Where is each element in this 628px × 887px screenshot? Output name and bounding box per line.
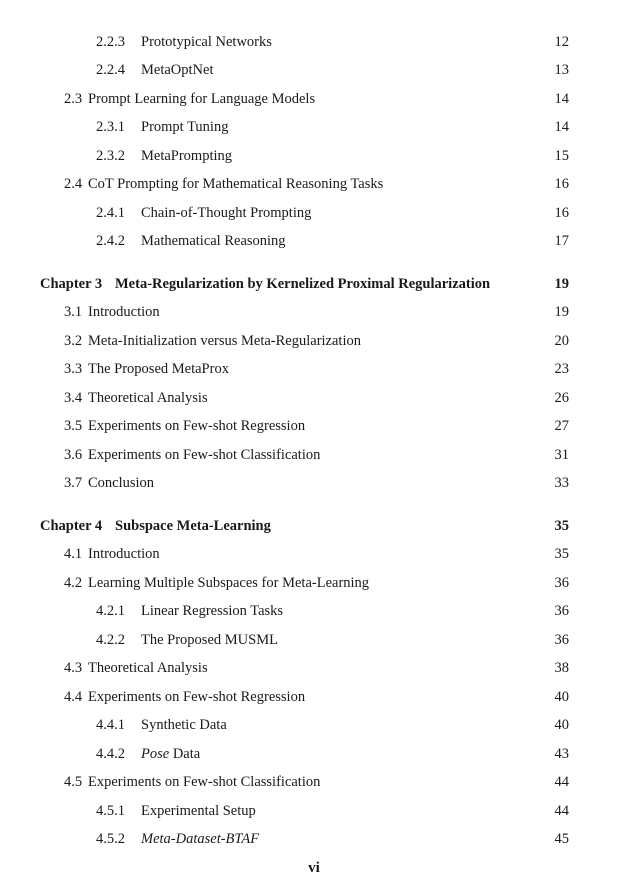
toc-page: 35 bbox=[554, 546, 569, 562]
toc-title: Synthetic Data bbox=[141, 717, 227, 733]
toc-title: Meta-Initialization versus Meta-Regularization bbox=[88, 333, 361, 349]
toc-number: 4.5.1 bbox=[96, 803, 125, 819]
toc-title: Prototypical Networks bbox=[141, 34, 272, 50]
toc-entry[interactable] bbox=[0, 601, 628, 621]
toc-number: 2.2.3 bbox=[96, 34, 125, 50]
toc-entry[interactable] bbox=[0, 630, 628, 650]
toc-page: 36 bbox=[554, 632, 569, 648]
toc-page: 43 bbox=[554, 746, 569, 762]
toc-title: Conclusion bbox=[88, 475, 155, 491]
toc-number: 2.4.2 bbox=[96, 233, 125, 249]
toc-page: 40 bbox=[554, 689, 569, 705]
toc-page: 44 bbox=[554, 803, 569, 819]
toc-number: 2.4.1 bbox=[96, 205, 125, 221]
toc-entry[interactable] bbox=[0, 416, 628, 436]
toc-title: Introduction bbox=[88, 546, 160, 562]
toc-number: 3.1 bbox=[64, 304, 83, 320]
toc-title: Experiments on Few-shot Classification bbox=[88, 447, 321, 463]
toc-title: MetaPrompting bbox=[141, 148, 233, 164]
toc-title-italic: Pose bbox=[141, 746, 170, 762]
toc-page: 27 bbox=[554, 418, 569, 434]
toc-number: 4.4.2 bbox=[96, 746, 125, 762]
toc-page: 38 bbox=[554, 660, 569, 676]
toc-number: 3.3 bbox=[64, 361, 83, 377]
toc-number: 4.4 bbox=[64, 689, 83, 705]
toc-title: CoT Prompting for Mathematical Reasoning Tasks bbox=[88, 176, 384, 192]
toc-page: 40 bbox=[554, 717, 569, 733]
toc-title: Experiments on Few-shot Classification bbox=[88, 774, 321, 790]
toc-chapter-entry[interactable] bbox=[0, 274, 628, 294]
toc-title: Learning Multiple Subspaces for Meta-Learning bbox=[88, 575, 370, 591]
toc-page: 17 bbox=[554, 233, 569, 249]
toc-number: 2.4 bbox=[64, 176, 83, 192]
toc-page: 14 bbox=[554, 119, 569, 135]
page-number: vi bbox=[308, 860, 320, 876]
toc-number: 3.6 bbox=[64, 447, 83, 463]
toc-title: Experiments on Few-shot Regression bbox=[88, 689, 306, 705]
toc-entry[interactable] bbox=[0, 302, 628, 322]
toc-title: MetaOptNet bbox=[141, 62, 214, 78]
toc-entry[interactable] bbox=[0, 687, 628, 707]
toc-entry[interactable] bbox=[0, 544, 628, 564]
toc-page: 45 bbox=[554, 831, 569, 847]
toc-entry[interactable] bbox=[0, 117, 628, 137]
toc-page: 33 bbox=[554, 475, 569, 491]
toc-title: Introduction bbox=[88, 304, 160, 320]
toc-number: 3.7 bbox=[64, 475, 83, 491]
chapter-title: Subspace Meta-Learning bbox=[115, 518, 271, 534]
toc-title: Mathematical Reasoning bbox=[141, 233, 286, 249]
toc-page: 19 bbox=[554, 304, 569, 320]
toc-number: 4.5 bbox=[64, 774, 83, 790]
toc-title: Prompt Tuning bbox=[141, 119, 229, 135]
toc-page: 36 bbox=[554, 603, 569, 619]
toc-page: 16 bbox=[554, 176, 569, 192]
toc-number: 4.4.1 bbox=[96, 717, 125, 733]
toc-entry[interactable] bbox=[0, 331, 628, 351]
toc-page: 36 bbox=[554, 575, 569, 591]
toc-title-rest: Data bbox=[169, 746, 201, 762]
toc-title-italic: Meta-Dataset-BTAF bbox=[141, 831, 260, 847]
toc-title: Theoretical Analysis bbox=[88, 390, 208, 406]
toc-entry[interactable] bbox=[0, 89, 628, 109]
toc-title: Experiments on Few-shot Regression bbox=[88, 418, 306, 434]
toc-entry[interactable] bbox=[0, 801, 628, 821]
toc-chapter-entry[interactable] bbox=[0, 516, 628, 536]
toc-entry[interactable] bbox=[0, 203, 628, 223]
toc-page: 31 bbox=[554, 447, 569, 463]
toc-title: Experimental Setup bbox=[141, 803, 256, 819]
toc-page: 13 bbox=[554, 62, 569, 78]
toc-page: 16 bbox=[554, 205, 569, 221]
toc-page: 14 bbox=[554, 91, 569, 107]
toc-title: Theoretical Analysis bbox=[88, 660, 208, 676]
toc-entry[interactable] bbox=[0, 573, 628, 593]
toc-title bbox=[141, 829, 259, 849]
toc-entry[interactable] bbox=[0, 829, 628, 849]
toc-page: 12 bbox=[554, 34, 569, 50]
toc-title bbox=[141, 744, 200, 764]
toc-number: 4.5.2 bbox=[96, 831, 125, 847]
toc-title: Linear Regression Tasks bbox=[141, 603, 284, 619]
toc-entry[interactable] bbox=[0, 60, 628, 80]
toc-page: 35 bbox=[554, 518, 569, 534]
toc-entry[interactable] bbox=[0, 744, 628, 764]
toc-entry[interactable] bbox=[0, 772, 628, 792]
toc-title: Prompt Learning for Language Models bbox=[88, 91, 316, 107]
toc-title: The Proposed MetaProx bbox=[88, 361, 229, 377]
toc-number: 3.5 bbox=[64, 418, 83, 434]
toc-page: 19 bbox=[554, 276, 569, 292]
toc-number: 2.3 bbox=[64, 91, 83, 107]
chapter-number: Chapter 3 bbox=[40, 276, 103, 292]
toc-entry[interactable] bbox=[0, 388, 628, 408]
toc-entry[interactable] bbox=[0, 174, 628, 194]
toc-page: 20 bbox=[554, 333, 569, 349]
toc-entry[interactable] bbox=[0, 445, 628, 465]
toc-number: 4.1 bbox=[64, 546, 83, 562]
toc-entry[interactable] bbox=[0, 715, 628, 735]
toc-number: 4.2.2 bbox=[96, 632, 125, 648]
toc-title: The Proposed MUSML bbox=[141, 632, 278, 648]
chapter-number: Chapter 4 bbox=[40, 518, 103, 534]
toc-entry[interactable] bbox=[0, 473, 628, 493]
toc-page: 23 bbox=[554, 361, 569, 377]
toc-number: 2.3.1 bbox=[96, 119, 125, 135]
toc-entry[interactable] bbox=[0, 359, 628, 379]
toc-entry[interactable] bbox=[0, 146, 628, 166]
toc-entry[interactable] bbox=[0, 231, 628, 251]
toc-entry[interactable] bbox=[0, 32, 628, 52]
toc-number: 4.2 bbox=[64, 575, 83, 591]
toc-page: 15 bbox=[554, 148, 569, 164]
toc-number: 2.3.2 bbox=[96, 148, 125, 164]
toc-number: 2.2.4 bbox=[96, 62, 125, 78]
chapter-title: Meta-Regularization by Kernelized Proximal Regularization bbox=[115, 276, 491, 292]
toc-title: Chain-of-Thought Prompting bbox=[141, 205, 312, 221]
toc-page: 44 bbox=[554, 774, 569, 790]
toc-entry[interactable] bbox=[0, 658, 628, 678]
toc-number: 3.4 bbox=[64, 390, 83, 406]
toc-page: 26 bbox=[554, 390, 569, 406]
toc-number: 4.2.1 bbox=[96, 603, 125, 619]
toc-number: 3.2 bbox=[64, 333, 83, 349]
toc-number: 4.3 bbox=[64, 660, 83, 676]
